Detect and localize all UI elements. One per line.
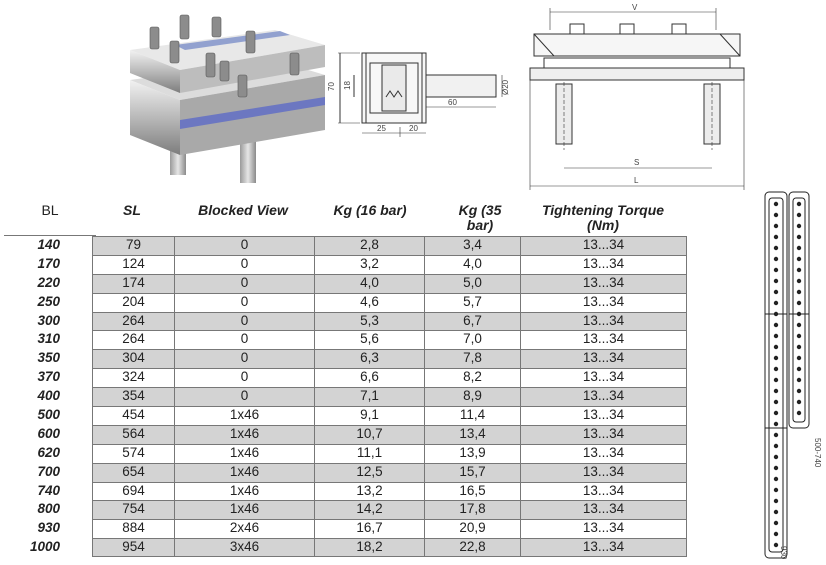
cell-blocked-view: 0 bbox=[174, 274, 314, 293]
cell-blocked-view: 1x46 bbox=[174, 444, 314, 463]
cell-torque: 13...34 bbox=[520, 255, 687, 274]
cell-kg35: 13,4 bbox=[424, 425, 520, 444]
dim-s: S bbox=[634, 158, 640, 167]
cell-sl: 204 bbox=[92, 293, 174, 312]
cell-blocked-view: 1x46 bbox=[174, 482, 314, 501]
cell-sl: 264 bbox=[92, 330, 174, 349]
table-row bbox=[0, 500, 690, 519]
cell-bl: 350 bbox=[37, 350, 60, 366]
cell-torque: 13...34 bbox=[520, 368, 687, 387]
cell-bl: 620 bbox=[37, 444, 60, 460]
cell-kg16: 12,5 bbox=[314, 463, 424, 482]
dim-20: 20 bbox=[409, 124, 418, 133]
dim-70: 70 bbox=[327, 82, 336, 91]
cell-torque: 13...34 bbox=[520, 274, 687, 293]
table-row bbox=[0, 406, 690, 425]
cell-bl: 220 bbox=[37, 274, 60, 290]
cell-bl: 1000 bbox=[29, 539, 60, 555]
cell-torque: 13...34 bbox=[520, 463, 687, 482]
cell-sl: 884 bbox=[92, 519, 174, 538]
cell-kg35: 15,7 bbox=[424, 463, 520, 482]
cell-kg35: 13,9 bbox=[424, 444, 520, 463]
cell-torque: 13...34 bbox=[520, 236, 687, 255]
cell-blocked-view: 0 bbox=[174, 236, 314, 255]
cell-sl: 954 bbox=[92, 538, 174, 557]
table-row bbox=[0, 330, 690, 349]
header-sl: SL bbox=[123, 202, 141, 218]
table-row bbox=[0, 387, 690, 406]
header-torque-line2: (Nm) bbox=[587, 217, 619, 233]
cell-bl: 400 bbox=[37, 388, 60, 404]
cell-bl: 370 bbox=[37, 369, 60, 385]
cell-blocked-view: 1x46 bbox=[174, 463, 314, 482]
cell-kg16: 16,7 bbox=[314, 519, 424, 538]
cell-bl: 300 bbox=[37, 312, 60, 328]
dim-diameter-20: Ø20 bbox=[501, 79, 510, 95]
cell-torque: 13...34 bbox=[520, 444, 687, 463]
cell-sl: 264 bbox=[92, 312, 174, 331]
cell-kg16: 6,3 bbox=[314, 349, 424, 368]
table-row bbox=[0, 463, 690, 482]
cell-kg16: 18,2 bbox=[314, 538, 424, 557]
cell-blocked-view: 0 bbox=[174, 293, 314, 312]
cell-kg16: 14,2 bbox=[314, 500, 424, 519]
header-torque-line1: Tightening Torque bbox=[541, 202, 665, 218]
dim-18: 18 bbox=[343, 81, 352, 90]
header-kg16: Kg (16 bar) bbox=[333, 202, 407, 218]
cell-kg16: 2,8 bbox=[314, 236, 424, 255]
cell-sl: 454 bbox=[92, 406, 174, 425]
cell-kg35: 22,8 bbox=[424, 538, 520, 557]
cell-blocked-view: 0 bbox=[174, 330, 314, 349]
cell-torque: 13...34 bbox=[520, 387, 687, 406]
cell-blocked-view: 2x46 bbox=[174, 519, 314, 538]
table-row bbox=[0, 312, 690, 331]
cell-bl: 250 bbox=[37, 293, 60, 309]
cell-sl: 694 bbox=[92, 482, 174, 501]
cell-kg16: 4,6 bbox=[314, 293, 424, 312]
side-section-drawing bbox=[327, 35, 510, 140]
table-row bbox=[0, 425, 690, 444]
cell-torque: 13...34 bbox=[520, 330, 687, 349]
label-500-740: 500-740 bbox=[813, 438, 822, 468]
cell-blocked-view: 1x46 bbox=[174, 425, 314, 444]
cell-blocked-view: 0 bbox=[174, 312, 314, 331]
cell-bl: 170 bbox=[37, 255, 60, 271]
cell-bl: 740 bbox=[37, 482, 60, 498]
cell-sl: 79 bbox=[92, 236, 174, 255]
cell-sl: 574 bbox=[92, 444, 174, 463]
cell-kg16: 6,6 bbox=[314, 368, 424, 387]
table-row bbox=[0, 519, 690, 538]
cell-sl: 354 bbox=[92, 387, 174, 406]
cell-sl: 124 bbox=[92, 255, 174, 274]
cell-kg35: 8,2 bbox=[424, 368, 520, 387]
cell-bl: 700 bbox=[37, 463, 60, 479]
cell-kg16: 5,3 bbox=[314, 312, 424, 331]
cell-kg16: 5,6 bbox=[314, 330, 424, 349]
cell-bl: 310 bbox=[37, 331, 60, 347]
cell-bl: 600 bbox=[37, 425, 60, 441]
cell-blocked-view: 0 bbox=[174, 255, 314, 274]
product-photo bbox=[120, 5, 330, 185]
dim-v: V bbox=[632, 3, 638, 12]
cell-kg35: 5,7 bbox=[424, 293, 520, 312]
table-row bbox=[0, 274, 690, 293]
cell-kg16: 13,2 bbox=[314, 482, 424, 501]
cell-torque: 13...34 bbox=[520, 500, 687, 519]
label-930: 930 bbox=[779, 546, 788, 560]
dim-60: 60 bbox=[448, 98, 457, 107]
cell-kg35: 11,4 bbox=[424, 406, 520, 425]
header-torque bbox=[520, 203, 686, 233]
cell-kg35: 20,9 bbox=[424, 519, 520, 538]
cell-bl: 800 bbox=[37, 501, 60, 517]
cell-kg35: 4,0 bbox=[424, 255, 520, 274]
cell-blocked-view: 0 bbox=[174, 349, 314, 368]
cell-torque: 13...34 bbox=[520, 406, 687, 425]
cell-sl: 304 bbox=[92, 349, 174, 368]
product-photo-graphic bbox=[120, 5, 330, 185]
cell-kg16: 10,7 bbox=[314, 425, 424, 444]
cell-kg35: 8,9 bbox=[424, 387, 520, 406]
cell-sl: 654 bbox=[92, 463, 174, 482]
table-row bbox=[0, 349, 690, 368]
cell-bl: 930 bbox=[37, 520, 60, 536]
cell-sl: 754 bbox=[92, 500, 174, 519]
cell-blocked-view: 3x46 bbox=[174, 538, 314, 557]
cell-kg35: 7,0 bbox=[424, 330, 520, 349]
table-row bbox=[0, 236, 690, 255]
plan-view-drawing bbox=[755, 188, 825, 560]
front-drawing bbox=[520, 0, 750, 195]
cell-kg16: 3,2 bbox=[314, 255, 424, 274]
cell-kg35: 6,7 bbox=[424, 312, 520, 331]
cell-torque: 13...34 bbox=[520, 293, 687, 312]
cell-torque: 13...34 bbox=[520, 425, 687, 444]
dim-25: 25 bbox=[377, 124, 386, 133]
cell-blocked-view: 1x46 bbox=[174, 500, 314, 519]
cell-sl: 174 bbox=[92, 274, 174, 293]
cell-blocked-view: 0 bbox=[174, 368, 314, 387]
table-row bbox=[0, 293, 690, 312]
cell-kg16: 7,1 bbox=[314, 387, 424, 406]
cell-kg35: 16,5 bbox=[424, 482, 520, 501]
cell-bl: 140 bbox=[37, 237, 60, 252]
cell-kg35: 17,8 bbox=[424, 500, 520, 519]
cell-kg16: 4,0 bbox=[314, 274, 424, 293]
cell-kg16: 9,1 bbox=[314, 406, 424, 425]
cell-torque: 13...34 bbox=[520, 519, 687, 538]
header-blocked-view: Blocked View bbox=[198, 202, 288, 218]
cell-bl: 500 bbox=[37, 407, 60, 423]
cell-kg35: 3,4 bbox=[424, 236, 520, 255]
cell-kg16: 11,1 bbox=[314, 444, 424, 463]
cell-sl: 324 bbox=[92, 368, 174, 387]
table-row bbox=[0, 482, 690, 501]
cell-torque: 13...34 bbox=[520, 312, 687, 331]
cell-sl: 564 bbox=[92, 425, 174, 444]
header-bl: BL bbox=[41, 202, 59, 218]
cell-torque: 13...34 bbox=[520, 538, 687, 557]
cell-blocked-view: 0 bbox=[174, 387, 314, 406]
header-kg35-line2: bar) bbox=[466, 217, 494, 233]
cell-torque: 13...34 bbox=[520, 482, 687, 501]
cell-kg35: 5,0 bbox=[424, 274, 520, 293]
table-body bbox=[0, 236, 690, 557]
cell-kg35: 7,8 bbox=[424, 349, 520, 368]
dim-l: L bbox=[634, 176, 639, 185]
table-row bbox=[0, 255, 690, 274]
header-kg35 bbox=[440, 203, 520, 233]
cell-torque: 13...34 bbox=[520, 349, 687, 368]
table-row bbox=[0, 538, 690, 557]
table-row bbox=[0, 444, 690, 463]
header-kg35-line1: Kg (35 bbox=[458, 202, 502, 218]
table-row bbox=[0, 368, 690, 387]
cell-blocked-view: 1x46 bbox=[174, 406, 314, 425]
